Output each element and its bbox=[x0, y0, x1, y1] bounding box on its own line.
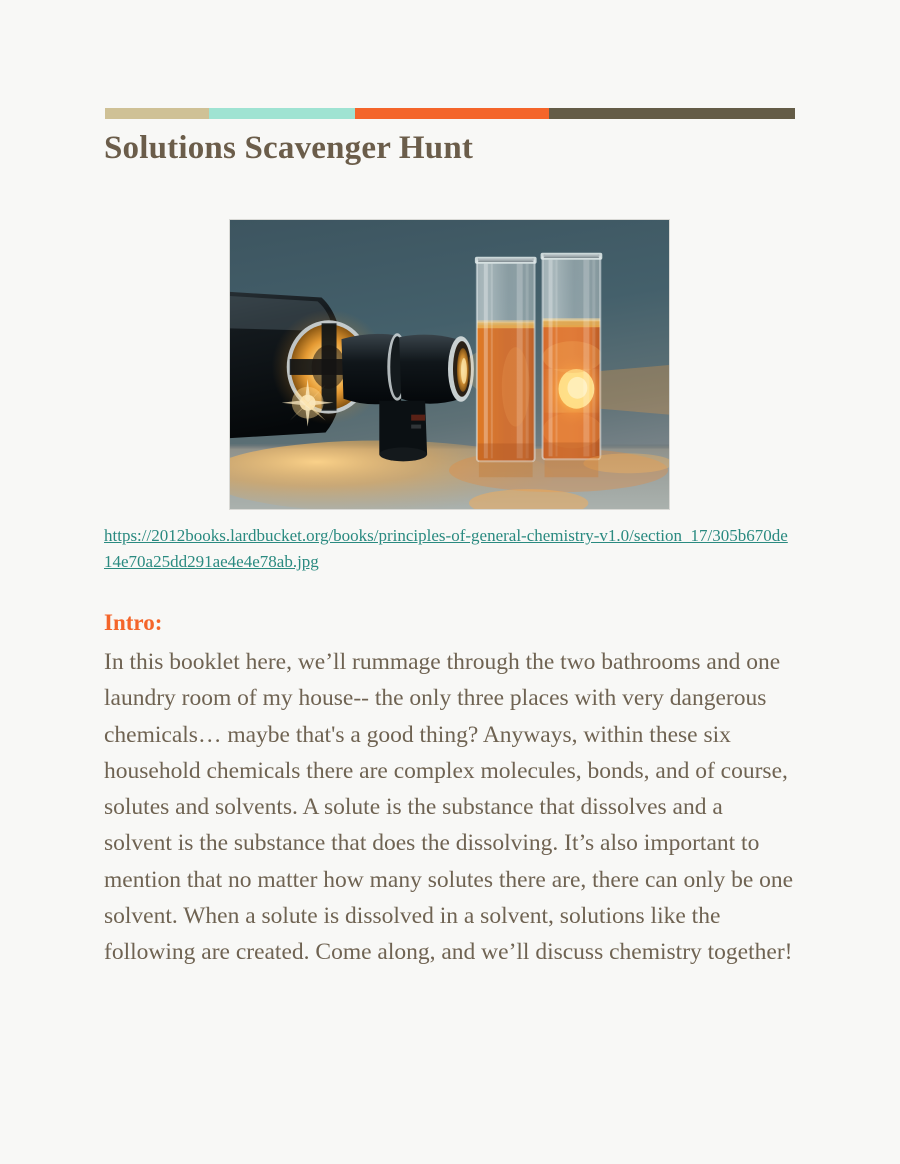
tyndall-effect-photo bbox=[229, 219, 670, 510]
figure-container bbox=[229, 219, 670, 510]
color-bar-segment-olive bbox=[549, 108, 795, 119]
color-bar-segment-orange bbox=[355, 108, 548, 119]
figure-source-link[interactable]: https://2012books.lardbucket.org/books/principles-of-general-chemistry-v1.0/section_17/305b670de14e70a25dd291ae4e4e78ab.jpg bbox=[104, 526, 788, 571]
color-bar-segment-mint bbox=[209, 108, 356, 119]
decorative-color-bar bbox=[105, 108, 795, 119]
page-title: Solutions Scavenger Hunt bbox=[104, 130, 474, 166]
color-bar-segment-tan bbox=[105, 108, 209, 119]
intro-paragraph: In this booklet here, we’ll rummage through the two bathrooms and one laundry room of my house-- the only three places with very dangerous chemicals… maybe that's a good thing? Anyways, within these six household chemicals there are complex molecules, bonds, and of course, solutes and solvents. A solute is the substance that dissolves and a solvent is the substance that does the dissolving. It’s also important to mention that no matter how many solutes there are, there can only be one solvent. When a solute is dissolved in a solvent, solutions like the following are created. Come along, and we’ll discuss chemistry together! bbox=[104, 649, 794, 966]
figure-source-caption bbox=[104, 523, 796, 575]
intro-heading: Intro: bbox=[104, 610, 163, 635]
